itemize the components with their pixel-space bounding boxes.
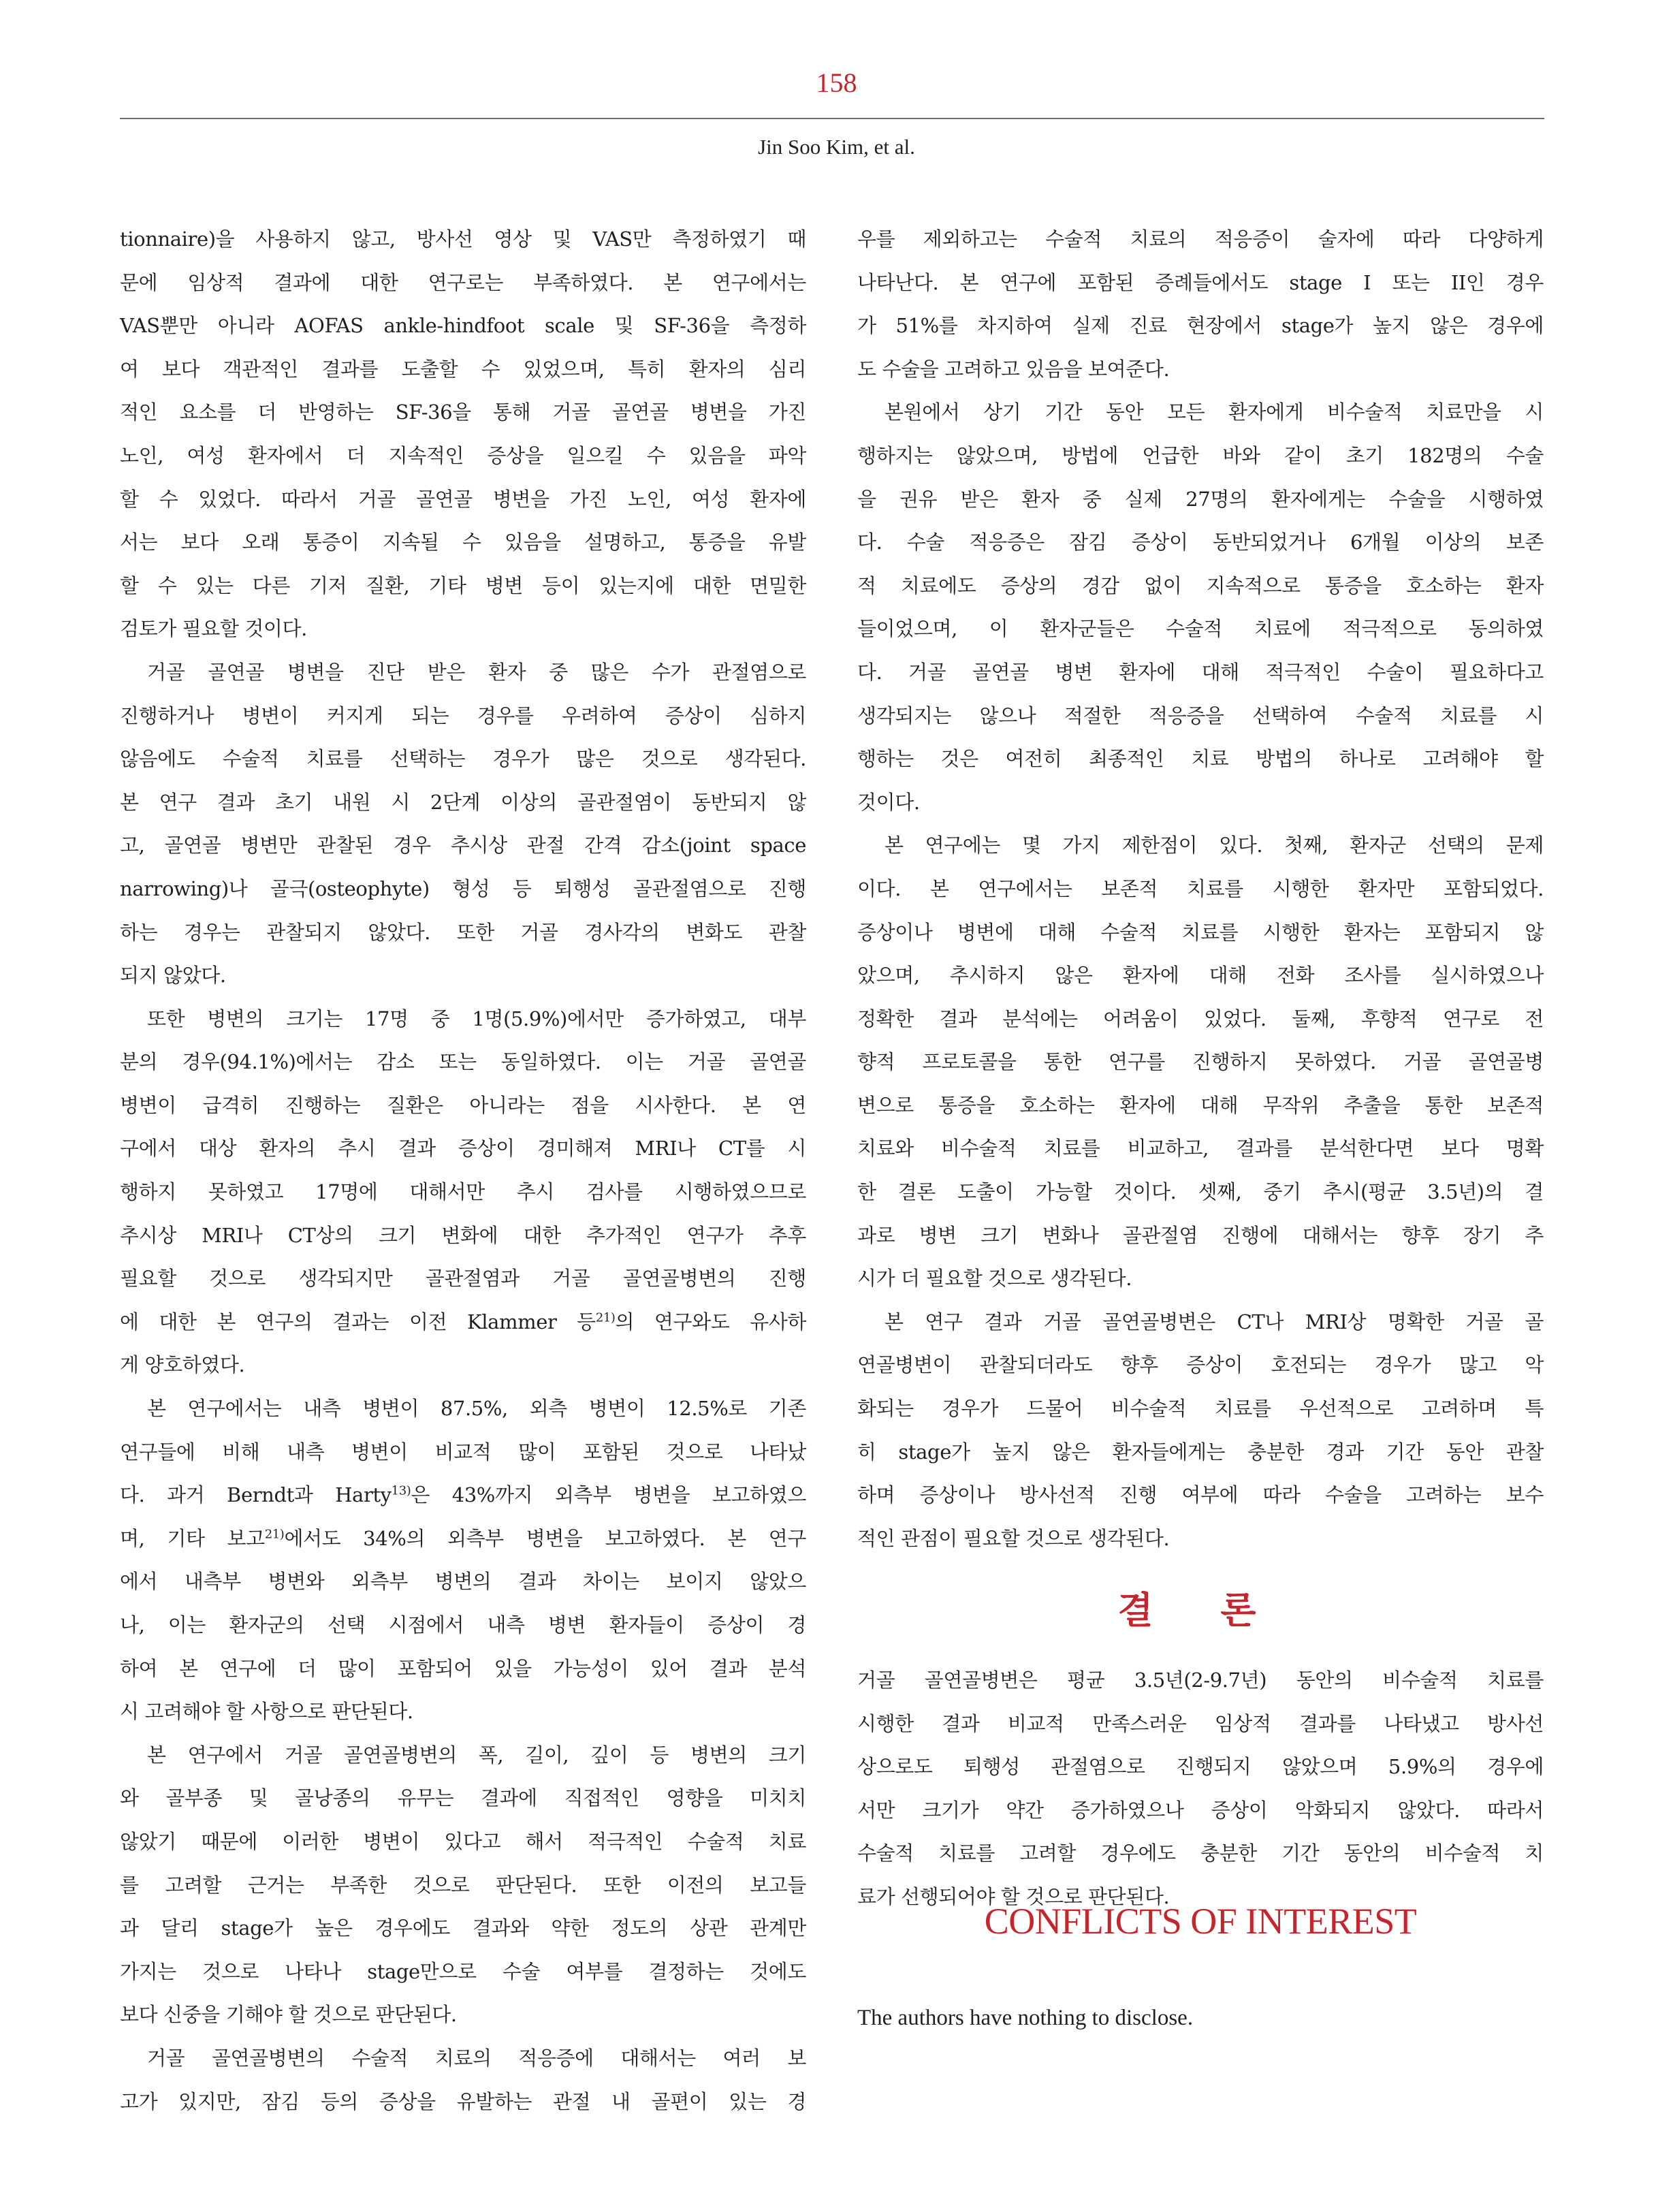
text-line: 서만 크기가 약간 증가하였으나 증상이 악화되지 않았다. 따라서 (857, 1798, 1544, 1822)
text-line: 또한 병변의 크기는 17명 중 1명(5.9%)에서만 증가하였고, 대부 (147, 1007, 806, 1030)
text-line: 적인 관점이 필요할 것으로 생각된다. (857, 1526, 1170, 1550)
text-line: 본원에서 상기 기간 동안 모든 환자에게 비수술적 치료만을 시 (885, 400, 1544, 424)
text-line: 하는 경우는 관찰되지 않았다. 또한 거골 경사각의 변화도 관찰 (120, 920, 806, 944)
text-line (120, 1517, 806, 1561)
text-segment: 며, 기타 보고 (120, 1526, 265, 1550)
text-line: 다. 수술 적응증은 잠김 증상이 동반되었거나 6개월 이상의 보존 (857, 531, 1544, 554)
text-line: 았으며, 추시하지 않은 환자에 대해 전화 조사를 실시하였으나 (857, 964, 1544, 988)
left-paragraph-2 (120, 651, 806, 998)
header-rule (120, 118, 1544, 119)
text-line: 한 결론 도출이 가능할 것이다. 셋째, 중기 추시(평균 3.5년)의 결 (857, 1180, 1544, 1204)
left-paragraph-1 (120, 218, 806, 651)
text-line: 을 권유 받은 환자 중 실제 27명의 환자에게는 수술을 시행하였 (857, 487, 1544, 511)
conflicts-heading: CONFLICTS OF INTEREST (984, 1901, 1417, 1942)
text-line: 를 고려할 근거는 부족한 것으로 판단된다. 또한 이전의 보고들 (120, 1873, 806, 1897)
text-line: 하며 증상이나 방사선적 진행 여부에 따라 수술을 고려하는 보수 (857, 1483, 1544, 1507)
text-line: 와 골부종 및 골낭종의 유무는 결과에 직접적인 영향을 미치치 (120, 1786, 806, 1810)
text-line: 행하지 못하였고 17명에 대해서만 추시 검사를 시행하였으므로 (120, 1180, 806, 1204)
text-line: 할 수 있었다. 따라서 거골 골연골 병변을 가진 노인, 여성 환자에 (120, 487, 806, 511)
text-line: 필요할 것으로 생각되지만 골관절염과 거골 골연골병변의 진행 (120, 1267, 806, 1291)
text-line: 문에 임상적 결과에 대한 연구로는 부족하였다. 본 연구에서는 (120, 270, 806, 294)
text-segment: 에서도 34%의 외측부 병변을 보고하였다. 본 연구 (284, 1526, 806, 1550)
conclusion-heading: 결 론 (1117, 1588, 1284, 1632)
right-paragraph-1 (857, 218, 1544, 391)
text-line: 행하지는 않았으며, 방법에 언급한 바와 같이 초기 182명의 수술 (857, 443, 1544, 467)
left-paragraph-6 (120, 2037, 806, 2123)
text-line: 증상이나 병변에 대해 수술적 치료를 시행한 환자는 포함되지 않 (857, 920, 1544, 944)
text-line: 구에서 대상 환자의 추시 결과 증상이 경미해져 MRI나 CT를 시 (120, 1137, 806, 1160)
running-head: Jin Soo Kim, et al. (758, 135, 915, 159)
text-line: 본 연구에서 거골 골연골병변의 폭, 길이, 깊이 등 병변의 크기 (147, 1743, 806, 1767)
text-line: 수술적 치료를 고려할 경우에도 충분한 기간 동안의 비수술적 치 (857, 1842, 1544, 1865)
left-column (120, 218, 806, 2123)
text-line: 되지 않았다. (120, 964, 226, 988)
text-line: 향적 프로토콜을 통한 연구를 진행하지 못하였다. 거골 골연골병 (857, 1050, 1544, 1074)
text-line: 진행하거나 병변이 커지게 되는 경우를 우려하여 증상이 심하지 (120, 704, 806, 727)
text-line: tionnaire)을 사용하지 않고, 방사선 영상 및 VAS만 측정하였기 때 (120, 227, 806, 251)
text-line: 이다. 본 연구에서는 보존적 치료를 시행한 환자만 포함되었다. (857, 876, 1544, 900)
text-line: 서는 보다 오래 통증이 지속될 수 있음을 설명하고, 통증을 유발 (120, 531, 806, 554)
text-line: 시 고려해야 할 사항으로 판단된다. (120, 1700, 413, 1724)
text-line: VAS뿐만 아니라 AOFAS ankle-hindfoot scale 및 SF-36을 측정하 (120, 314, 806, 338)
text-line: 분의 경우(94.1%)에서는 감소 또는 동일하였다. 이는 거골 골연골 (120, 1050, 806, 1074)
text-line: 과 달리 stage가 높은 경우에도 결과와 약한 정도의 상관 관계만 (120, 1916, 806, 1940)
text-line: 정확한 결과 분석에는 어려움이 있었다. 둘째, 후향적 연구로 전 (857, 1007, 1544, 1030)
text-line: 상으로도 퇴행성 관절염으로 진행되지 않았으며 5.9%의 경우에 (857, 1755, 1544, 1779)
text-line: 연구들에 비해 내측 병변이 비교적 많이 포함된 것으로 나타났 (120, 1440, 806, 1464)
text-line: 보다 신중을 기해야 할 것으로 판단된다. (120, 2003, 457, 2027)
text-line: 히 stage가 높지 않은 환자들에게는 충분한 경과 기간 동안 관찰 (857, 1440, 1544, 1464)
left-paragraph-3 (120, 998, 806, 1387)
text-line: 거골 골연골 병변을 진단 받은 환자 중 많은 수가 관절염으로 (147, 660, 806, 684)
right-paragraph-2 (857, 391, 1544, 824)
conclusion-section (857, 1659, 1544, 1919)
text-line: 에서 내측부 병변와 외측부 병변의 결과 차이는 보이지 않았으 (120, 1570, 806, 1594)
text-line: 시행한 결과 비교적 만족스러운 임상적 결과를 나타냈고 방사선 (857, 1711, 1544, 1735)
text-line: 할 수 있는 다른 기저 질환, 기타 병변 등이 있는지에 대한 면밀한 (120, 573, 806, 597)
text-line: 행하는 것은 여전히 최종적인 치료 방법의 하나로 고려해야 할 (857, 747, 1544, 771)
left-paragraph-4 (120, 1387, 806, 1734)
text-line (120, 1474, 806, 1517)
text-line: 추시상 MRI나 CT상의 크기 변화에 대한 추가적인 연구가 추후 (120, 1223, 806, 1247)
text-line: 것이다. (857, 790, 920, 814)
text-line: 거골 골연골병변의 수술적 치료의 적응증에 대해서는 여러 보 (147, 2046, 806, 2070)
text-line: 생각되지는 않으나 적절한 적응증을 선택하여 수술적 치료를 시 (857, 704, 1544, 727)
text-line: 하여 본 연구에 더 많이 포함되어 있을 가능성이 있어 결과 분석 (120, 1656, 806, 1680)
right-column (857, 218, 1544, 1560)
text-line: 노인, 여성 환자에서 더 지속적인 증상을 일으킬 수 있음을 파악 (120, 443, 806, 467)
text-line: 병변이 급격히 진행하는 질환은 아니라는 점을 시사한다. 본 연 (120, 1093, 806, 1117)
text-line: 화되는 경우가 드물어 비수술적 치료를 우선적으로 고려하며 특 (857, 1397, 1544, 1421)
text-line: 시가 더 필요할 것으로 생각된다. (857, 1267, 1132, 1291)
citation-ref: 13) (391, 1483, 411, 1498)
text-line: 연골병변이 관찰되더라도 향후 증상이 호전되는 경우가 많고 악 (857, 1353, 1544, 1377)
text-line: 고, 골연골 병변만 관찰된 경우 추시상 관절 간격 감소(joint space (120, 834, 806, 857)
text-segment: 다. 과거 Berndt과 Harty (120, 1483, 392, 1507)
text-line: 거골 골연골병변은 평균 3.5년(2-9.7년) 동안의 비수술적 치료를 (857, 1669, 1544, 1692)
right-paragraph-4 (857, 1301, 1544, 1561)
text-line: 않음에도 수술적 치료를 선택하는 경우가 많은 것으로 생각된다. (120, 747, 806, 771)
text-line: 변으로 통증을 호소하는 환자에 대해 무작위 추출을 통한 보존적 (857, 1093, 1544, 1117)
text-line: 적인 요소를 더 반영하는 SF-36을 통해 거골 골연골 병변을 가진 (120, 400, 806, 424)
text-line: 게 양호하였다. (120, 1353, 245, 1377)
text-line: 본 연구 결과 거골 골연골병변은 CT나 MRI상 명확한 거골 골 (885, 1310, 1544, 1333)
conclusion-paragraph (857, 1659, 1544, 1919)
text-line: 검토가 필요할 것이다. (120, 617, 307, 641)
text-line: 우를 제외하고는 수술적 치료의 적응증이 술자에 따라 다양하게 (857, 227, 1544, 251)
text-line: 여 보다 객관적인 결과를 도출할 수 있었으며, 특히 환자의 심리 (120, 357, 806, 381)
text-line: 본 연구에서는 내측 병변이 87.5%, 외측 병변이 12.5%로 기존 (147, 1397, 806, 1421)
text-line: 나타난다. 본 연구에 포함된 증례들에서도 stage I 또는 II인 경우 (857, 270, 1544, 294)
citation-ref: 21) (264, 1527, 285, 1542)
citation-ref: 21) (595, 1310, 616, 1325)
text-line: 료가 선행되어야 할 것으로 판단된다. (857, 1884, 1170, 1908)
text-line: 치료와 비수술적 치료를 비교하고, 결과를 분석한다면 보다 명확 (857, 1137, 1544, 1160)
text-line: 적 치료에도 증상의 경감 없이 지속적으로 통증을 호소하는 환자 (857, 573, 1544, 597)
text-line: narrowing)나 골극(osteophyte) 형성 등 퇴행성 골관절염으로 진행 (120, 876, 806, 900)
text-line: 않았기 때문에 이러한 병변이 있다고 해서 적극적인 수술적 치료 (120, 1829, 806, 1853)
text-line: 가 51%를 차지하여 실제 진료 현장에서 stage가 높지 않은 경우에 (857, 314, 1544, 338)
text-segment: 에 대한 본 연구의 결과는 이전 Klammer 등 (120, 1310, 596, 1333)
right-paragraph-3 (857, 824, 1544, 1301)
text-line: 다. 거골 골연골 병변 환자에 대해 적극적인 수술이 필요하다고 (857, 660, 1544, 684)
text-line: 가지는 것으로 나타나 stage만으로 수술 여부를 결정하는 것에도 (120, 1959, 806, 1983)
text-line: 고가 있지만, 잠김 등의 증상을 유발하는 관절 내 골편이 있는 경 (120, 2089, 806, 2113)
text-line (120, 1301, 806, 1344)
page-number: 158 (816, 67, 857, 98)
text-line: 도 수술을 고려하고 있음을 보여준다. (857, 357, 1170, 381)
text-segment: 의 연구와도 유사하 (615, 1310, 806, 1333)
left-paragraph-5 (120, 1734, 806, 2037)
text-line: 본 연구 결과 초기 내원 시 2단계 이상의 골관절염이 동반되지 않 (120, 790, 806, 814)
text-line: 들이었으며, 이 환자군들은 수술적 치료에 적극적으로 동의하였 (857, 617, 1544, 641)
text-line: 과로 병변 크기 변화나 골관절염 진행에 대해서는 향후 장기 추 (857, 1223, 1544, 1247)
conflicts-text: The authors have nothing to disclose. (857, 2006, 1194, 2030)
text-line: 본 연구에는 몇 가지 제한점이 있다. 첫째, 환자군 선택의 문제 (885, 834, 1544, 857)
text-segment: 은 43%까지 외측부 병변을 보고하였으 (411, 1483, 806, 1507)
text-line: 나, 이는 환자군의 선택 시점에서 내측 병변 환자들이 증상이 경 (120, 1613, 806, 1637)
